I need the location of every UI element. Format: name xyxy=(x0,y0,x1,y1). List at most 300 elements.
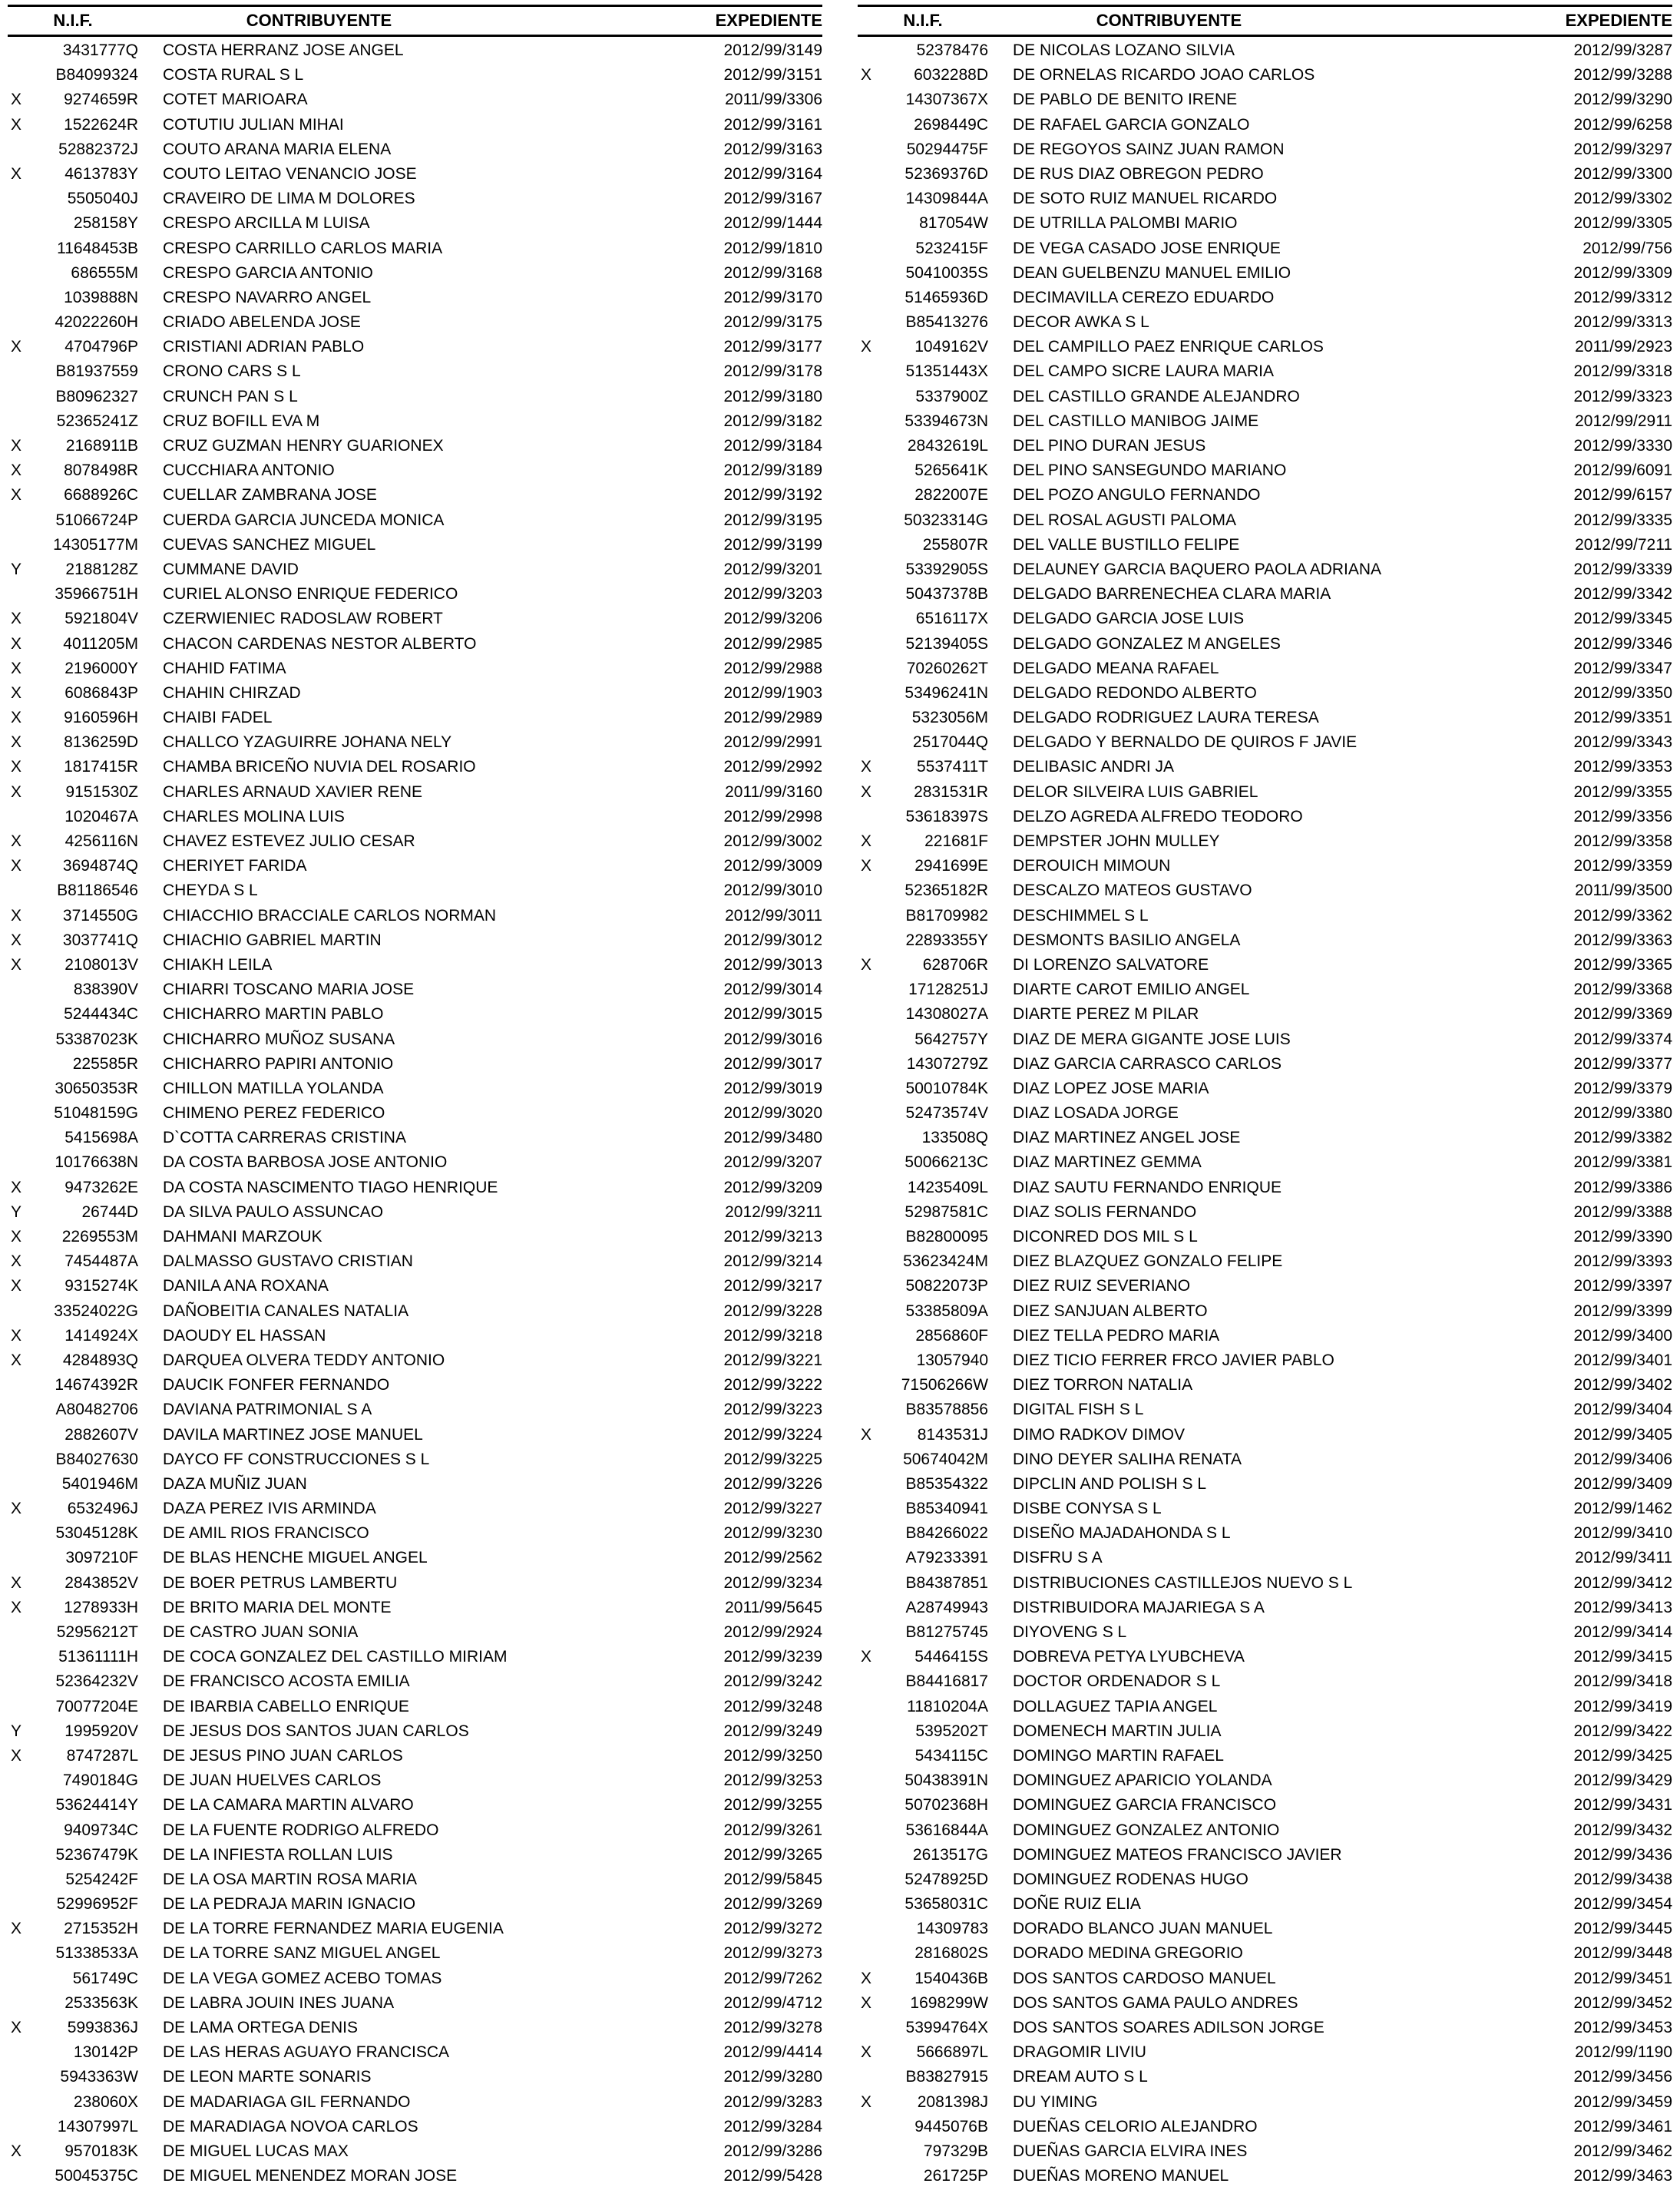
contribuyente-cell: DE LA OSA MARTIN ROSA MARIA xyxy=(163,1870,418,1888)
contribuyente-cell: DE LA CAMARA MARTIN ALVARO xyxy=(163,1796,414,1815)
table-row xyxy=(8,1200,822,1225)
contribuyente-cell: COUTO ARANA MARIA ELENA xyxy=(163,140,392,158)
expediente-cell: 2012/99/3217 xyxy=(723,1277,822,1295)
nif-number: 3431777Q xyxy=(62,41,138,59)
nif-cell xyxy=(858,1645,988,1669)
table-header-right xyxy=(858,5,1672,37)
nif-cell xyxy=(858,1669,988,1694)
table-row xyxy=(858,1052,1672,1077)
table-row xyxy=(858,1768,1672,1793)
nif-cell xyxy=(8,2139,138,2164)
expediente-cell: 2012/99/5845 xyxy=(723,1870,822,1888)
nif-number: 238060X xyxy=(73,2092,138,2111)
table-row xyxy=(858,2115,1672,2139)
contribuyente-cell: DE UTRILLA PALOMBI MARIO xyxy=(1013,214,1238,233)
nif-number: 2196000Y xyxy=(64,659,138,677)
nif-cell xyxy=(858,1867,988,1892)
nif-number: 2081398J xyxy=(917,2092,988,2111)
table-row xyxy=(858,657,1672,681)
expediente-cell: 2012/99/3453 xyxy=(1573,2019,1672,2036)
expediente-cell: 2012/99/2924 xyxy=(723,1623,822,1641)
table-row xyxy=(8,2090,822,2115)
contribuyente-cell: CRAVEIRO DE LIMA M DOLORES xyxy=(163,190,415,208)
table-row xyxy=(858,1546,1672,1570)
table-row xyxy=(858,1348,1672,1373)
contribuyente-cell: CUCCHIARA ANTONIO xyxy=(163,461,335,480)
nif-cell xyxy=(8,237,138,261)
nif-number: 50323314G xyxy=(904,511,988,529)
contribuyente-cell: DIAZ MARTINEZ ANGEL JOSE xyxy=(1013,1129,1241,1147)
contribuyente-cell: DEL PINO DURAN JESUS xyxy=(1013,437,1206,455)
contribuyente-cell: DOMINGO MARTIN RAFAEL xyxy=(1013,1746,1224,1765)
nif-number: 6086843P xyxy=(64,683,138,702)
table-row xyxy=(858,1497,1672,1521)
contribuyente-cell: DE CASTRO JUAN SONIA xyxy=(163,1623,359,1641)
expediente-cell: 2012/99/3335 xyxy=(1573,511,1672,529)
nif-cell xyxy=(8,1818,138,1843)
nif-cell xyxy=(8,557,138,582)
table-row xyxy=(8,1101,822,1126)
table-row xyxy=(858,755,1672,779)
expediente-cell: 2012/99/3195 xyxy=(723,511,822,529)
contribuyente-cell: CHARLES ARNAUD XAVIER RENE xyxy=(163,782,423,801)
contribuyente-cell: DIAZ SOLIS FERNANDO xyxy=(1013,1203,1197,1221)
contribuyente-cell: DAUCIK FONFER FERNANDO xyxy=(163,1376,390,1394)
nif-number: B85413276 xyxy=(905,313,988,332)
expediente-cell: 2012/99/3175 xyxy=(723,313,822,332)
nif-cell xyxy=(858,1917,988,1941)
nif-number: 13057940 xyxy=(916,1351,988,1369)
nif-number: 6516117X xyxy=(915,610,988,628)
table-row xyxy=(858,953,1672,978)
expediente-cell: 2012/99/3221 xyxy=(723,1351,822,1369)
table-row xyxy=(858,1941,1672,1966)
table-row xyxy=(858,1843,1672,1867)
nif-number: 26744D xyxy=(81,1203,138,1221)
contribuyente-cell: DOMINGUEZ APARICIO YOLANDA xyxy=(1013,1772,1272,1790)
expediente-cell: 2012/99/3313 xyxy=(1573,313,1672,332)
nif-number: 225585R xyxy=(72,1054,138,1073)
nif-cell xyxy=(8,1101,138,1126)
contribuyente-cell: COTET MARIOARA xyxy=(163,91,308,109)
contribuyente-cell: DOÑE RUIZ ELIA xyxy=(1013,1895,1141,1914)
nif-prefix-letter: X xyxy=(861,832,872,850)
contribuyente-cell: DELGADO Y BERNALDO DE QUIROS F JAVIE xyxy=(1013,733,1358,752)
nif-number: 50702368H xyxy=(904,1796,988,1815)
table-row xyxy=(858,1521,1672,1546)
contribuyente-cell: DAYCO FF CONSTRUCCIONES S L xyxy=(163,1450,430,1468)
nif-cell xyxy=(8,780,138,805)
nif-cell xyxy=(8,657,138,681)
nif-cell xyxy=(8,1843,138,1867)
nif-cell xyxy=(8,928,138,953)
nif-cell xyxy=(858,1521,988,1546)
contribuyente-cell: DE LEON MARTE SONARIS xyxy=(163,2068,372,2086)
contribuyente-cell: DIPCLIN AND POLISH S L xyxy=(1013,1474,1207,1493)
expediente-cell: 2012/99/3261 xyxy=(723,1821,822,1839)
expediente-cell: 2012/99/3017 xyxy=(723,1054,822,1073)
nif-cell xyxy=(8,1695,138,1719)
nif-cell xyxy=(8,1200,138,1225)
contribuyente-cell: CHIAKH LEILA xyxy=(163,955,273,974)
table-row xyxy=(858,1620,1672,1645)
nif-number: 51338533A xyxy=(55,1944,138,1963)
nif-number: 22893355Y xyxy=(905,931,988,949)
contribuyente-cell: DANILA ANA ROXANA xyxy=(163,1277,329,1295)
nif-number: 14235409L xyxy=(907,1178,988,1196)
table-row xyxy=(8,2040,822,2065)
nif-number: 2856860F xyxy=(915,1326,988,1345)
contribuyente-cell: CHERIYET FARIDA xyxy=(163,857,307,875)
table-row xyxy=(8,1423,822,1447)
contribuyente-cell: DOMINGUEZ GARCIA FRANCISCO xyxy=(1013,1796,1277,1815)
table-row xyxy=(858,1101,1672,1126)
nif-cell xyxy=(8,1546,138,1570)
table-row xyxy=(858,63,1672,88)
table-row xyxy=(858,137,1672,162)
nif-prefix-letter: X xyxy=(11,486,22,504)
table-row xyxy=(8,557,822,582)
contribuyente-cell: DI LORENZO SALVATORE xyxy=(1013,955,1209,974)
expediente-cell: 2012/99/3445 xyxy=(1573,1920,1672,1938)
contribuyente-cell: CHAVEZ ESTEVEZ JULIO CESAR xyxy=(163,832,415,850)
expediente-cell: 2012/99/3180 xyxy=(723,387,822,405)
nif-prefix-letter: X xyxy=(861,2043,872,2062)
contribuyente-cell: DIEZ RUIZ SEVERIANO xyxy=(1013,1277,1191,1295)
column-header-expediente: EXPEDIENTE xyxy=(1565,11,1672,30)
nif-cell xyxy=(858,162,988,187)
expediente-cell: 2012/99/3015 xyxy=(723,1005,822,1024)
table-row xyxy=(8,854,822,878)
nif-number: 53618397S xyxy=(905,807,988,825)
nif-cell xyxy=(8,755,138,779)
nif-number: 10176638N xyxy=(55,1153,138,1172)
contribuyente-cell: DE ORNELAS RICARDO JOAO CARLOS xyxy=(1013,66,1315,84)
expediente-cell: 2012/99/3192 xyxy=(723,486,822,504)
table-row xyxy=(8,1941,822,1966)
table-row xyxy=(8,780,822,805)
expediente-cell: 2012/99/3451 xyxy=(1573,1969,1672,1987)
nif-number: 1698299W xyxy=(910,1993,988,2012)
column-header-nif: N.I.F. xyxy=(53,11,93,30)
nif-prefix-letter: Y xyxy=(11,1203,22,1221)
nif-cell xyxy=(858,483,988,508)
expediente-cell: 2012/99/3248 xyxy=(723,1697,822,1715)
contribuyente-cell: DU YIMING xyxy=(1013,2092,1098,2111)
expediente-cell: 2012/99/3228 xyxy=(723,1302,822,1320)
expediente-cell: 2012/99/756 xyxy=(1582,239,1672,257)
nif-prefix-letter: X xyxy=(11,906,22,925)
table-row xyxy=(8,1027,822,1052)
contribuyente-cell: DE LA PEDRAJA MARIN IGNACIO xyxy=(163,1895,416,1914)
nif-number: 50045375C xyxy=(55,2167,138,2185)
expediente-cell: 2012/99/3272 xyxy=(723,1920,822,1938)
nif-prefix-letter: X xyxy=(11,1573,22,1592)
nif-prefix-letter: X xyxy=(11,733,22,752)
table-row xyxy=(8,2115,822,2139)
nif-number: 51066724P xyxy=(55,511,138,529)
nif-cell xyxy=(858,286,988,310)
nif-cell xyxy=(8,88,138,112)
table-row xyxy=(858,1695,1672,1719)
table-row xyxy=(8,829,822,854)
nif-number: B85354322 xyxy=(905,1474,988,1493)
contribuyente-cell: COUTO LEITAO VENANCIO JOSE xyxy=(163,164,417,183)
expediente-cell: 2012/99/3356 xyxy=(1573,807,1672,825)
nif-cell xyxy=(8,533,138,557)
contribuyente-cell: DOS SANTOS CARDOSO MANUEL xyxy=(1013,1969,1276,1987)
table-row xyxy=(858,1472,1672,1497)
expediente-cell: 2012/99/3167 xyxy=(723,190,822,208)
expediente-cell: 2012/99/3480 xyxy=(723,1129,822,1147)
expediente-cell: 2012/99/3163 xyxy=(723,140,822,158)
contribuyente-cell: DEL PINO SANSEGUNDO MARIANO xyxy=(1013,461,1287,480)
nif-number: 1278933H xyxy=(64,1598,138,1616)
nif-prefix-letter: X xyxy=(11,2142,22,2160)
table-row xyxy=(8,1744,822,1768)
nif-cell xyxy=(8,335,138,359)
table-row xyxy=(858,1447,1672,1472)
nif-cell xyxy=(858,310,988,335)
nif-prefix-letter: X xyxy=(11,955,22,974)
contribuyente-cell: DORADO MEDINA GREGORIO xyxy=(1013,1944,1243,1963)
nif-number: 9160596H xyxy=(64,709,138,727)
nif-cell xyxy=(8,2040,138,2065)
nif-number: 4256116N xyxy=(64,832,138,850)
contribuyente-cell: CHALLCO YZAGUIRRE JOHANA NELY xyxy=(163,733,452,752)
nif-number: 50294475F xyxy=(906,140,988,158)
table-row xyxy=(8,1398,822,1422)
contribuyente-cell: CHAHID FATIMA xyxy=(163,659,286,677)
nif-cell xyxy=(858,1052,988,1077)
contribuyente-cell: DECIMAVILLA CEREZO EDUARDO xyxy=(1013,288,1275,306)
nif-cell xyxy=(8,2090,138,2115)
table-row xyxy=(8,88,822,112)
nif-cell xyxy=(8,38,138,63)
nif-number: B80962327 xyxy=(55,387,138,405)
expediente-cell: 2012/99/4414 xyxy=(723,2043,822,2062)
nif-cell xyxy=(858,1077,988,1101)
contribuyente-cell: CHILLON MATILLA YOLANDA xyxy=(163,1079,384,1097)
contribuyente-cell: CZERWIENIEC RADOSLAW ROBERT xyxy=(163,610,443,628)
table-row xyxy=(8,211,822,236)
table-row xyxy=(8,928,822,953)
contribuyente-cell: CHIACHIO GABRIEL MARTIN xyxy=(163,931,382,949)
table-row xyxy=(8,434,822,458)
table-header-left xyxy=(8,5,822,37)
nif-cell xyxy=(858,385,988,409)
nif-number: 14307367X xyxy=(905,91,988,109)
contribuyente-cell: DEL POZO ANGULO FERNANDO xyxy=(1013,486,1261,504)
nif-cell xyxy=(858,335,988,359)
nif-number: 8136259D xyxy=(64,733,138,752)
contribuyente-cell: DE BOER PETRUS LAMBERTU xyxy=(163,1573,398,1592)
nif-number: 4011205M xyxy=(63,634,138,653)
nif-number: B85340941 xyxy=(905,1500,988,1518)
table-row xyxy=(858,1645,1672,1669)
nif-number: 52956212T xyxy=(56,1623,138,1641)
nif-prefix-letter: X xyxy=(11,2019,22,2036)
contribuyente-cell: DIGITAL FISH S L xyxy=(1013,1401,1144,1419)
nif-cell xyxy=(8,187,138,211)
table-row xyxy=(8,878,822,903)
nif-number: 53045128K xyxy=(55,1524,138,1543)
table-row xyxy=(858,1967,1672,1991)
contribuyente-cell: DORADO BLANCO JUAN MANUEL xyxy=(1013,1920,1273,1938)
table-row xyxy=(8,1176,822,1200)
nif-cell xyxy=(858,2115,988,2139)
contribuyente-cell: DESMONTS BASILIO ANGELA xyxy=(1013,931,1241,949)
nif-cell xyxy=(858,829,988,854)
expediente-cell: 2012/99/3297 xyxy=(1573,140,1672,158)
contribuyente-cell: DE BLAS HENCHE MIGUEL ANGEL xyxy=(163,1549,428,1567)
nif-cell xyxy=(8,1373,138,1398)
nif-number: 1049162V xyxy=(914,338,988,356)
nif-cell xyxy=(858,211,988,236)
contribuyente-cell: DA COSTA NASCIMENTO TIAGO HENRIQUE xyxy=(163,1178,498,1196)
nif-cell xyxy=(858,755,988,779)
nif-number: 130142P xyxy=(73,2043,138,2062)
expediente-cell: 2012/99/3410 xyxy=(1573,1524,1672,1543)
expediente-cell: 2012/99/2998 xyxy=(723,807,822,825)
nif-number: 52369376D xyxy=(904,164,988,183)
nif-prefix-letter: X xyxy=(11,1598,22,1616)
table-row xyxy=(8,187,822,211)
table-row xyxy=(858,1917,1672,1941)
nif-number: 7490184G xyxy=(62,1772,138,1790)
contribuyente-cell: CUELLAR ZAMBRANA JOSE xyxy=(163,486,377,504)
nif-number: 2843852V xyxy=(64,1573,138,1592)
nif-prefix-letter: X xyxy=(11,338,22,356)
contribuyente-cell: DA COSTA BARBOSA JOSE ANTONIO xyxy=(163,1153,448,1172)
contribuyente-cell: CRESPO ARCILLA M LUISA xyxy=(163,214,370,233)
expediente-cell: 2012/99/3330 xyxy=(1573,437,1672,455)
expediente-cell: 2012/99/3201 xyxy=(723,560,822,578)
table-row xyxy=(8,706,822,730)
expediente-cell: 2012/99/3151 xyxy=(723,66,822,84)
expediente-cell: 2012/99/3011 xyxy=(725,906,822,925)
nif-cell xyxy=(8,1571,138,1596)
nif-number: 2108013V xyxy=(64,955,138,974)
table-row xyxy=(8,38,822,63)
table-row xyxy=(8,508,822,533)
contribuyente-cell: DOMENECH MARTIN JULIA xyxy=(1013,1722,1222,1740)
nif-number: 2816802S xyxy=(914,1944,988,1963)
contribuyente-cell: DEL CASTILLO GRANDE ALEJANDRO xyxy=(1013,387,1300,405)
expediente-cell: 2012/99/3448 xyxy=(1573,1944,1672,1963)
table-row xyxy=(8,1324,822,1348)
nif-cell xyxy=(858,434,988,458)
contribuyente-cell: DIEZ SANJUAN ALBERTO xyxy=(1013,1302,1208,1320)
nif-cell xyxy=(8,63,138,88)
nif-prefix-letter: X xyxy=(11,659,22,677)
nif-cell xyxy=(8,310,138,335)
contribuyente-cell: DOLLAGUEZ TAPIA ANGEL xyxy=(1013,1697,1218,1715)
nif-cell xyxy=(858,1398,988,1422)
contribuyente-cell: DIAZ DE MERA GIGANTE JOSE LUIS xyxy=(1013,1030,1291,1048)
nif-number: B84099324 xyxy=(55,66,138,84)
contribuyente-cell: DELGADO MEANA RAFAEL xyxy=(1013,659,1219,677)
nif-cell xyxy=(8,1077,138,1101)
expediente-cell: 2012/99/3170 xyxy=(723,288,822,306)
nif-prefix-letter: X xyxy=(11,832,22,850)
expediente-cell: 2012/99/3280 xyxy=(723,2068,822,2086)
nif-cell xyxy=(8,681,138,706)
nif-cell xyxy=(8,434,138,458)
nif-number: 5254242F xyxy=(65,1870,138,1888)
contribuyente-cell: DE LA FUENTE RODRIGO ALFREDO xyxy=(163,1821,439,1839)
expediente-cell: 2012/99/3230 xyxy=(723,1524,822,1543)
nif-cell xyxy=(858,2016,988,2040)
expediente-cell: 2012/99/3404 xyxy=(1573,1401,1672,1419)
nif-cell xyxy=(858,1225,988,1249)
table-row xyxy=(8,1126,822,1150)
table-row xyxy=(8,359,822,384)
contribuyente-cell: D`COTTA CARRERAS CRISTINA xyxy=(163,1129,406,1147)
nif-cell xyxy=(8,1669,138,1694)
nif-cell xyxy=(8,359,138,384)
nif-cell xyxy=(858,1348,988,1373)
contribuyente-cell: DE LA TORRE FERNANDEZ MARIA EUGENIA xyxy=(163,1920,504,1938)
table-row xyxy=(858,1867,1672,1892)
table-row xyxy=(858,1818,1672,1843)
expediente-cell: 2012/99/2911 xyxy=(1575,412,1672,430)
table-row xyxy=(8,805,822,829)
nif-cell xyxy=(858,1002,988,1027)
table-row xyxy=(858,1249,1672,1274)
nif-number: 28432619L xyxy=(907,437,988,455)
nif-number: 53616844A xyxy=(905,1821,988,1839)
expediente-cell: 2012/99/3382 xyxy=(1573,1129,1672,1147)
expediente-cell: 2012/99/3223 xyxy=(723,1401,822,1419)
expediente-cell: 2012/99/3388 xyxy=(1573,1203,1672,1221)
nif-number: 53624414Y xyxy=(55,1796,138,1815)
nif-prefix-letter: X xyxy=(11,857,22,875)
nif-cell xyxy=(8,1867,138,1892)
contribuyente-cell: DAZA PEREZ IVIS ARMINDA xyxy=(163,1500,376,1518)
expediente-cell: 2012/99/3425 xyxy=(1573,1746,1672,1765)
contribuyente-cell: DISFRU S A xyxy=(1013,1549,1103,1567)
nif-number: 5642757Y xyxy=(914,1030,988,1048)
expediente-cell: 2012/99/3255 xyxy=(723,1796,822,1815)
nif-cell xyxy=(8,1225,138,1249)
table-row xyxy=(858,1299,1672,1324)
nif-cell xyxy=(8,1645,138,1669)
contribuyente-cell: DE IBARBIA CABELLO ENRIQUE xyxy=(163,1697,409,1715)
expediente-cell: 2012/99/3419 xyxy=(1573,1697,1672,1715)
table-row xyxy=(858,385,1672,409)
expediente-cell: 2012/99/3438 xyxy=(1573,1870,1672,1888)
nif-cell xyxy=(858,113,988,137)
nif-cell xyxy=(858,2139,988,2164)
nif-cell xyxy=(8,1398,138,1422)
nif-number: 70077204E xyxy=(55,1697,138,1715)
contribuyente-cell: CHAMBA BRICEÑO NUVIA DEL ROSARIO xyxy=(163,758,476,776)
nif-cell xyxy=(858,359,988,384)
nif-prefix-letter: X xyxy=(861,1993,872,2012)
expediente-cell: 2012/99/3342 xyxy=(1573,585,1672,604)
expediente-cell: 2012/99/3415 xyxy=(1573,1648,1672,1666)
contribuyente-cell: DIYOVENG S L xyxy=(1013,1623,1127,1641)
table-row xyxy=(858,2164,1672,2188)
nif-prefix-letter: X xyxy=(11,683,22,702)
nif-cell xyxy=(8,2016,138,2040)
nif-cell xyxy=(858,1991,988,2016)
contribuyente-cell: DUEÑAS MORENO MANUEL xyxy=(1013,2167,1229,2185)
table-row xyxy=(858,286,1672,310)
contribuyente-cell: DALMASSO GUSTAVO CRISTIAN xyxy=(163,1252,413,1271)
contribuyente-cell: DE FRANCISCO ACOSTA EMILIA xyxy=(163,1672,410,1691)
